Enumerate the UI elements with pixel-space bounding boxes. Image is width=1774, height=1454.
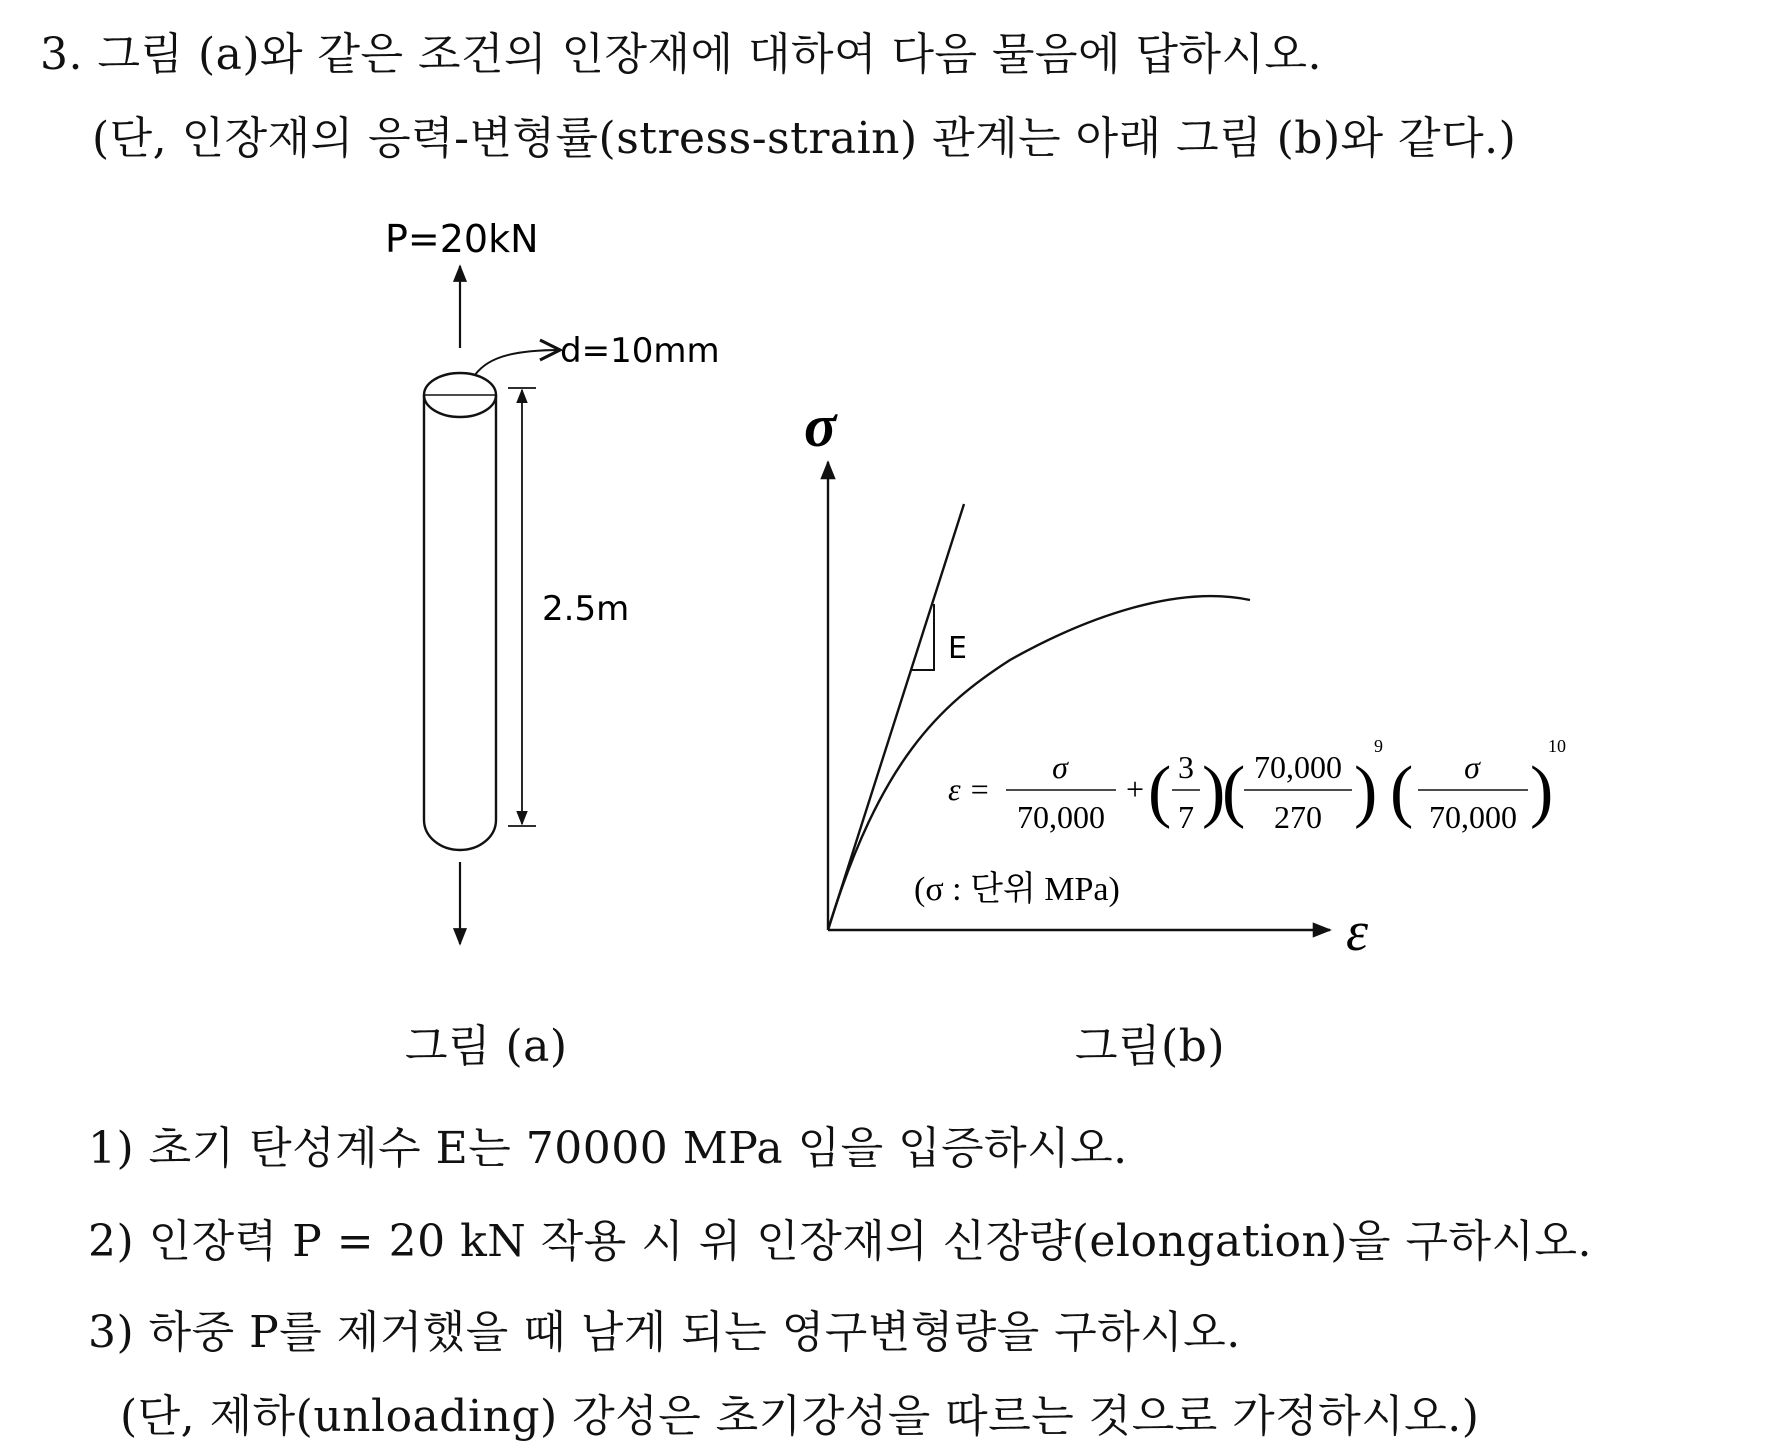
eq-t2-den: 7 <box>1178 799 1194 835</box>
eq-t1-den: 70,000 <box>1017 799 1105 835</box>
question-title: 3. 그림 (a)와 같은 조건의 인장재에 대하여 다음 물음에 답하시오. <box>40 29 1323 80</box>
subquestion-3-note: (단, 제하(unloading) 강성은 초기강성을 따르는 것으로 가정하시오.) <box>120 1391 1480 1442</box>
equation <box>948 736 1566 835</box>
eq-t4-exp: 10 <box>1548 736 1566 756</box>
question-note: (단, 인장재의 응력-변형률(stress-strain) 관계는 아래 그림 (b)와 같다.) <box>92 113 1517 164</box>
caption-figure-b: 그림(b) <box>1075 1021 1226 1072</box>
length-label: 2.5m <box>542 589 630 629</box>
eq-paren-l2: ( <box>1222 753 1246 830</box>
eq-t3-exp: 9 <box>1374 736 1383 756</box>
eq-t2-num: 3 <box>1178 749 1194 785</box>
unit-note: (σ : 단위 MPa) <box>914 871 1120 908</box>
slope-label: E <box>948 631 967 666</box>
eq-t3-den: 270 <box>1274 799 1322 835</box>
y-axis-symbol: σ <box>804 393 837 459</box>
rod <box>424 373 496 850</box>
rod-body <box>424 395 496 850</box>
eq-lhs: ε = <box>948 771 991 807</box>
x-axis-symbol: ε <box>1346 901 1369 963</box>
eq-t1-num: σ <box>1052 749 1068 785</box>
eq-t3-num: 70,000 <box>1254 749 1342 785</box>
subquestion-1: 1) 초기 탄성계수 E는 70000 MPa 임을 입증하시오. <box>88 1123 1128 1174</box>
eq-paren-l1: ( <box>1148 753 1172 830</box>
subquestion-2: 2) 인장력 P = 20 kN 작용 시 위 인장재의 신장량(elongation)을 구하시오. <box>88 1216 1592 1267</box>
load-label: P=20kN <box>385 217 539 261</box>
eq-plus: + <box>1126 771 1145 807</box>
eq-paren-r1: ) <box>1202 753 1226 830</box>
figure-a <box>385 217 720 944</box>
eq-paren-l3: ( <box>1390 753 1414 830</box>
length-dimension <box>508 388 536 826</box>
caption-figure-a: 그림 (a) <box>405 1021 568 1072</box>
subquestion-3: 3) 하중 P를 제거했을 때 남게 되는 영구변형량을 구하시오. <box>88 1307 1241 1358</box>
eq-paren-r2: ) <box>1354 753 1378 830</box>
figure-b <box>804 393 1566 963</box>
eq-t4-den: 70,000 <box>1429 799 1517 835</box>
diameter-label: d=10mm <box>560 331 720 371</box>
eq-t4-num: σ <box>1464 749 1480 785</box>
initial-tangent-line <box>828 504 964 930</box>
eq-paren-r3: ) <box>1530 753 1554 830</box>
stress-strain-curve-upper <box>1010 595 1250 660</box>
